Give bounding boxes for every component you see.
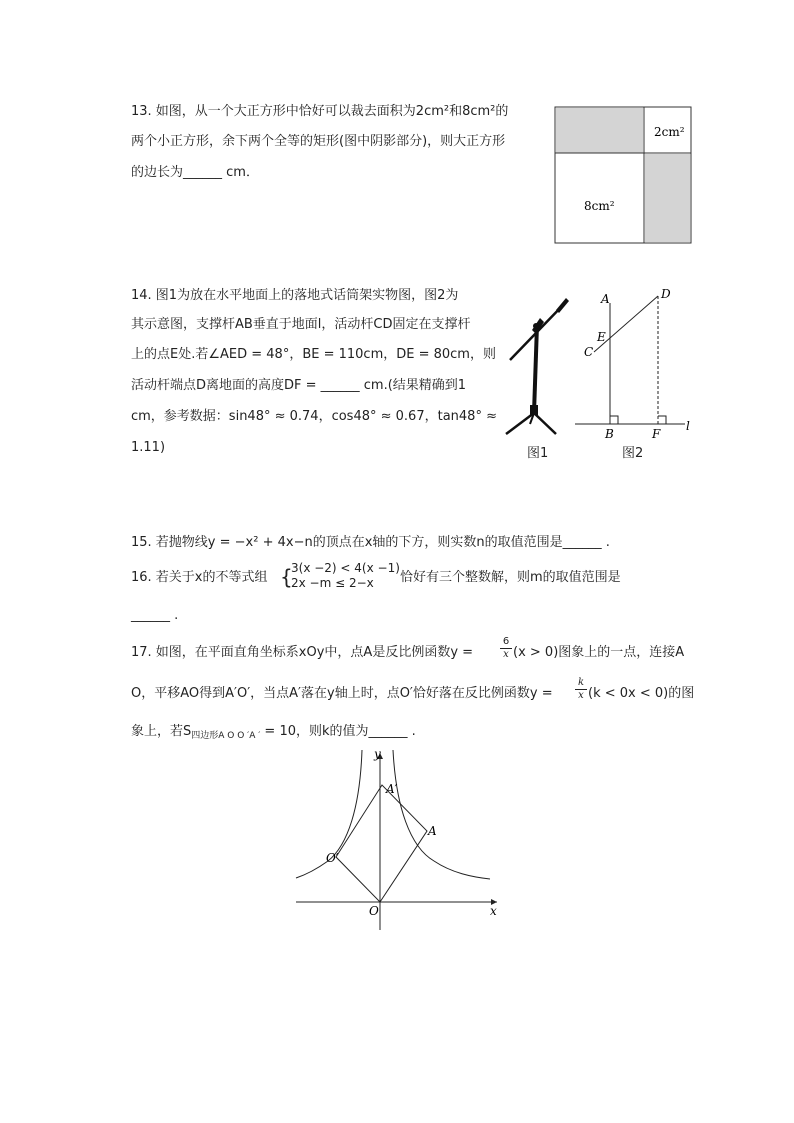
big-inner-square-label: 8cm²	[584, 199, 615, 213]
quadrilateral-AOO'A'	[336, 785, 427, 902]
q17-fraction-2	[575, 677, 587, 702]
stand-pole	[534, 325, 537, 413]
label-A-prime: A′	[386, 782, 398, 796]
q13-line3: 的边长为______ cm．	[131, 165, 259, 180]
right-angle-B	[610, 416, 618, 424]
shaded-rectangle-right	[645, 154, 690, 242]
label-O-prime: O′	[326, 851, 339, 865]
label-A: A	[601, 292, 610, 306]
q17-line2b: (k < 0x < 0)的图	[588, 686, 695, 701]
label-y: y	[374, 747, 381, 761]
fraction1-numerator: 6	[500, 636, 512, 649]
label-B: B	[605, 427, 614, 441]
fraction2-denominator: x	[578, 690, 584, 701]
q17-line1b: (x > 0)图象上的一点，连接A	[513, 645, 685, 660]
shaded-rectangle-top	[556, 108, 643, 153]
q17-line1a: 17. 如图，在平面直角坐标系xOy中，点A是反比例函数y =	[131, 645, 474, 660]
q16-brace: {	[280, 565, 293, 589]
q16-line2: ______ .	[131, 608, 179, 623]
q14-line6: 1.11)	[131, 440, 166, 455]
label-E: E	[597, 330, 606, 344]
label-O: O	[369, 904, 379, 918]
q16-ineq1: 3(x −2) < 4(x −1)	[291, 561, 400, 575]
q16-suffix: 恰好有三个整数解，则m的取值范围是	[400, 570, 621, 585]
q17-line2a: O，平移AO得到A′O′，当点A′落在y轴上时，点O′恰好落在反比例函数y =	[131, 686, 553, 701]
label-A: A	[428, 824, 437, 838]
q13-square-figure	[554, 106, 692, 245]
stand-schematic-figure	[575, 283, 695, 443]
q14-line3: 上的点E处.若∠AED = 48°，BE = 110cm，DE = 80cm，则	[131, 347, 496, 362]
right-angle-F	[658, 416, 666, 424]
label-F: F	[652, 427, 661, 441]
fig1-caption: 图1	[527, 446, 549, 461]
label-C: C	[584, 345, 594, 359]
q13-line2: 两个小正方形，余下两个全等的矩形(图中阴影部分)，则大正方形	[131, 134, 506, 149]
small-square-label: 2cm²	[654, 125, 685, 139]
label-l: l	[686, 419, 690, 433]
q17-line3b: = 10，则k的值为______ .	[260, 724, 416, 739]
label-x: x	[490, 904, 497, 918]
fraction2-numerator: k	[575, 677, 587, 690]
q17-line3a: 象上，若S	[131, 724, 192, 739]
q16-prefix: 16. 若关于x的不等式组	[131, 570, 268, 585]
q15-line1: 15. 若抛物线y = −x² + 4x−n的顶点在x轴的下方，则实数n的取值范围是______ .	[131, 535, 610, 550]
q13-line1: 13. 如图，从一个大正方形中恰好可以裁去面积为2cm²和8cm²的	[131, 104, 509, 119]
q17-line3	[131, 722, 416, 746]
q14-line1: 14. 图1为放在水平地面上的落地式话筒架实物图，图2为	[131, 288, 459, 303]
q17-coordinate-figure	[292, 745, 507, 935]
microphone-icon	[556, 298, 569, 313]
q17-fraction-1	[500, 636, 512, 661]
label-D: D	[661, 287, 671, 301]
microphone-stand-figure	[500, 290, 580, 440]
q14-line4: 活动杆端点D离地面的高度DF = ______ cm.(结果精确到1	[131, 378, 467, 393]
fraction1-denominator: x	[503, 649, 509, 660]
q16-ineq2: 2x −m ≤ 2−x	[291, 576, 374, 590]
fig2-caption: 图2	[622, 446, 644, 461]
q17-area-subscript: 四边形A O O ′A ′	[191, 731, 261, 741]
q14-line2: 其示意图，支撑杆AB垂直于地面l，活动杆CD固定在支撑杆	[131, 317, 471, 332]
stand-leg-right	[534, 413, 556, 434]
q14-line5: cm，参考数据：sin48° ≈ 0.74，cos48° ≈ 0.67，tan48° ≈	[131, 409, 497, 424]
